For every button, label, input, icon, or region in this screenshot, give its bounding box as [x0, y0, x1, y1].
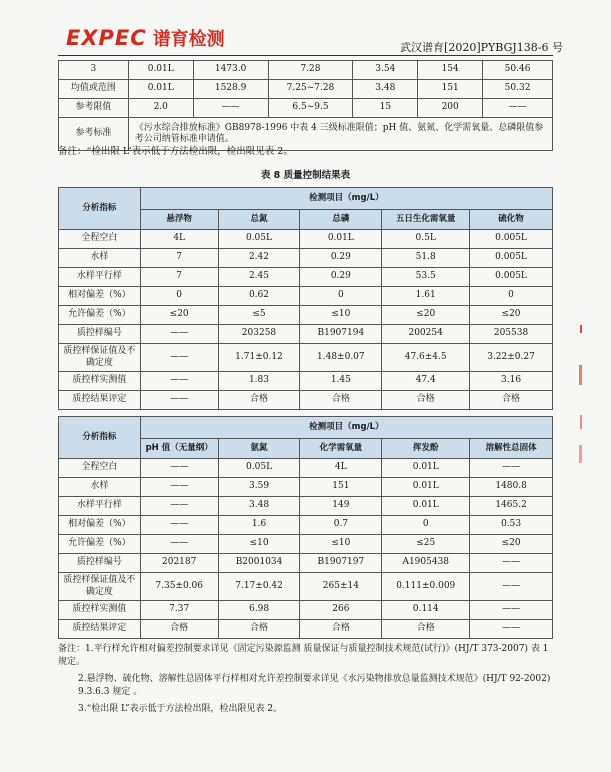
table-cell: ≤10: [300, 535, 382, 554]
table-cell: 0.7: [300, 516, 382, 535]
table-cell: 0.114: [382, 601, 470, 620]
table-cell: 1.6: [218, 516, 300, 535]
table-cell: 1.61: [382, 287, 470, 306]
reference-standard-text: 《污水综合排放标准》GB8978-1996 中表 4 三级标准限值；pH 值、氨氮、化学需氧量、总磷限值参考公司纳管标准申请值。: [128, 118, 552, 151]
table-cell: ——: [140, 372, 218, 391]
qc1-row: [59, 325, 553, 344]
table-cell: 0.005L: [470, 249, 553, 268]
table-cell: 合格: [218, 620, 300, 639]
table-cell: 50.32: [483, 80, 553, 99]
qc2-group-header: 检测项目（mg/L）: [140, 417, 552, 439]
row-label: 允许偏差（%）: [59, 535, 141, 554]
note-bottom-1: 备注：1.平行样允许相对偏差控制要求详见《固定污染源监测 质量保证与质量控制技术规范(试行)》(HJ/T 373-2007) 表 1 规定。: [58, 644, 549, 668]
qc2-row: [59, 459, 553, 478]
note-bottom-2: 2.悬浮物、硫化物、溶解性总固体平行样相对允许差控制要求详见《水污染物排放总量监测技术规范》(HJ/T 92-2002) 9.3.6.3 规定 。: [78, 674, 551, 698]
qc1-group-label: 分析指标: [59, 188, 141, 230]
table-cell: 0.29: [300, 249, 382, 268]
qc1-row: [59, 287, 553, 306]
qc1-row: [59, 344, 553, 372]
table-cell: ≤20: [140, 306, 218, 325]
table-cell: ≤10: [218, 535, 300, 554]
table-cell: 6.98: [218, 601, 300, 620]
table-cell: 4L: [300, 459, 382, 478]
table-cell: 0.005L: [470, 230, 553, 249]
table-cell: B2001034: [218, 554, 300, 573]
table-cell: 0.62: [218, 287, 300, 306]
qc1-column-header: 硫化物: [470, 210, 553, 230]
table-cell: A1905438: [382, 554, 470, 573]
table-cell: 15: [353, 99, 418, 118]
row-label: 质控样保证值及不确定度: [59, 573, 141, 601]
table-cell: 154: [418, 61, 483, 80]
table-cell: 0.005L: [470, 268, 553, 287]
table-cell: 3.59: [218, 478, 300, 497]
table-cell: 0.53: [470, 516, 553, 535]
table-cell: 51.8: [382, 249, 470, 268]
table-cell: 200254: [382, 325, 470, 344]
table-cell: 2.0: [128, 99, 193, 118]
top-table-row: [59, 61, 553, 80]
table-cell: 0: [382, 516, 470, 535]
qc2-group-label: 分析指标: [59, 417, 141, 459]
qc2-column-header: pH 值（无量纲）: [140, 439, 218, 459]
qc2-row: [59, 620, 553, 639]
qc2-column-header: 挥发酚: [382, 439, 470, 459]
qc-table-2: [58, 416, 553, 639]
table-cell: 合格: [470, 391, 553, 410]
table-cell: 151: [418, 80, 483, 99]
result-table-continued: [58, 60, 553, 151]
qc2-row: [59, 497, 553, 516]
table-cell: 1473.0: [193, 61, 268, 80]
table-cell: 1480.8: [470, 478, 553, 497]
row-label: 全程空白: [59, 459, 141, 478]
table-cell: 1.71±0.12: [218, 344, 300, 372]
table-cell: 合格: [218, 391, 300, 410]
table-cell: 0.29: [300, 268, 382, 287]
table-cell: 0: [470, 287, 553, 306]
table-cell: 参考限值: [59, 99, 129, 118]
row-label: 质控样编号: [59, 325, 141, 344]
qc2-row: [59, 535, 553, 554]
table-cell: ——: [140, 478, 218, 497]
header-divider: [58, 55, 553, 56]
qc1-row: [59, 249, 553, 268]
table-cell: 0.01L: [300, 230, 382, 249]
table-cell: 合格: [382, 391, 470, 410]
row-label: 水样平行样: [59, 497, 141, 516]
table-cell: 合格: [300, 620, 382, 639]
company-logo: [66, 25, 225, 51]
table-cell: ≤20: [470, 306, 553, 325]
qc1-column-header: 总氮: [218, 210, 300, 230]
qc1-row: [59, 268, 553, 287]
table-cell: ——: [470, 459, 553, 478]
row-label: 质控样实测值: [59, 601, 141, 620]
top-table-row: [59, 80, 553, 99]
table-cell: ——: [483, 99, 553, 118]
table-cell: 0.01L: [128, 80, 193, 99]
table-cell: 7.25~7.28: [268, 80, 353, 99]
table-cell: 0: [140, 287, 218, 306]
table-cell: 0.5L: [382, 230, 470, 249]
table-cell: 2.45: [218, 268, 300, 287]
table-cell: 合格: [300, 391, 382, 410]
row-label: 质控样保证值及不确定度: [59, 344, 141, 372]
table-cell: ≤5: [218, 306, 300, 325]
table-cell: 合格: [382, 620, 470, 639]
table-cell: ≤10: [300, 306, 382, 325]
qc1-column-header: 总磷: [300, 210, 382, 230]
logo-text-en: EXPEC: [66, 26, 147, 50]
table-cell: 3.16: [470, 372, 553, 391]
qc2-row: [59, 573, 553, 601]
qc2-row: [59, 478, 553, 497]
table-cell: ——: [470, 620, 553, 639]
table-cell: B1907194: [300, 325, 382, 344]
qc1-row: [59, 306, 553, 325]
qc-table-1: [58, 187, 553, 410]
table-cell: 3: [59, 61, 129, 80]
table8-title: 表 8 质量控制结果表: [260, 170, 351, 181]
table-cell: 均值或范围: [59, 80, 129, 99]
qc1-row: [59, 372, 553, 391]
table-cell: 7: [140, 249, 218, 268]
qc2-column-header: 氨氮: [218, 439, 300, 459]
notes-bottom: [58, 643, 553, 716]
table-cell: 1528.9: [193, 80, 268, 99]
table-cell: 0.05L: [218, 459, 300, 478]
table-cell: 53.5: [382, 268, 470, 287]
qc1-column-header: 五日生化需氧量: [382, 210, 470, 230]
table-cell: 0.05L: [218, 230, 300, 249]
table-cell: ——: [140, 325, 218, 344]
table-cell: 0.01L: [382, 478, 470, 497]
qc1-row: [59, 391, 553, 410]
top-table-row: [59, 99, 553, 118]
table-cell: ——: [193, 99, 268, 118]
row-label: 质控样编号: [59, 554, 141, 573]
document-number: 武汉谱育[2020]PYBGJ138-6 号: [400, 41, 563, 54]
reference-standard-label: 参考标准: [59, 118, 129, 151]
table-cell: 0.01L: [382, 497, 470, 516]
table-cell: 7.37: [140, 601, 218, 620]
row-label: 水样: [59, 249, 141, 268]
table-cell: ——: [140, 535, 218, 554]
table-cell: 3.48: [353, 80, 418, 99]
table-cell: ——: [140, 497, 218, 516]
seal-edge-mark: [577, 325, 585, 465]
row-label: 相对偏差（%）: [59, 287, 141, 306]
table-cell: 151: [300, 478, 382, 497]
table-cell: ≤25: [382, 535, 470, 554]
logo-text-cn: 谱育检测: [152, 29, 225, 50]
row-label: 质控结果评定: [59, 620, 141, 639]
row-label: 质控样实测值: [59, 372, 141, 391]
table-cell: 0: [300, 287, 382, 306]
row-label: 全程空白: [59, 230, 141, 249]
note-top: 备注：“检出限 L”表示低于方法检出限，检出限见表 2。: [58, 146, 293, 157]
table-cell: ——: [470, 601, 553, 620]
table-cell: ——: [470, 573, 553, 601]
table-cell: 0.111±0.009: [382, 573, 470, 601]
table-cell: 1.83: [218, 372, 300, 391]
qc1-group-header: 检测项目（mg/L）: [140, 188, 552, 210]
table-cell: 0.01L: [128, 61, 193, 80]
table-cell: ——: [140, 344, 218, 372]
qc2-row: [59, 601, 553, 620]
qc1-row: [59, 230, 553, 249]
table-cell: ——: [470, 554, 553, 573]
row-label: 允许偏差（%）: [59, 306, 141, 325]
table-cell: 7: [140, 268, 218, 287]
table-cell: 200: [418, 99, 483, 118]
table-cell: 3.48: [218, 497, 300, 516]
row-label: 相对偏差（%）: [59, 516, 141, 535]
table-cell: 0.01L: [382, 459, 470, 478]
row-label: 质控结果评定: [59, 391, 141, 410]
table-cell: 1465.2: [470, 497, 553, 516]
table-cell: 203258: [218, 325, 300, 344]
table-cell: 3.22±0.27: [470, 344, 553, 372]
table-cell: B1907197: [300, 554, 382, 573]
table-cell: ≤20: [470, 535, 553, 554]
table-cell: ≤20: [382, 306, 470, 325]
table-cell: ——: [140, 516, 218, 535]
table-cell: 1.45: [300, 372, 382, 391]
table-cell: 3.54: [353, 61, 418, 80]
table-cell: 149: [300, 497, 382, 516]
table-cell: 4L: [140, 230, 218, 249]
table-cell: 50.46: [483, 61, 553, 80]
table-cell: 265±14: [300, 573, 382, 601]
qc2-column-header: 化学需氧量: [300, 439, 382, 459]
row-label: 水样平行样: [59, 268, 141, 287]
note-bottom-3: 3.“检出限 L”表示低于方法检出限，检出限见表 2。: [78, 704, 283, 715]
qc2-column-header: 溶解性总固体: [470, 439, 553, 459]
table-cell: 202187: [140, 554, 218, 573]
table-cell: ——: [140, 459, 218, 478]
table-cell: 47.6±4.5: [382, 344, 470, 372]
table-cell: 7.35±0.06: [140, 573, 218, 601]
qc2-row: [59, 516, 553, 535]
table-cell: 47.4: [382, 372, 470, 391]
table-cell: 205538: [470, 325, 553, 344]
qc2-row: [59, 554, 553, 573]
table-cell: 7.17±0.42: [218, 573, 300, 601]
qc1-column-header: 悬浮物: [140, 210, 218, 230]
table-cell: 1.48±0.07: [300, 344, 382, 372]
table-cell: 合格: [140, 620, 218, 639]
table-cell: 2.42: [218, 249, 300, 268]
table-cell: ——: [140, 391, 218, 410]
table-cell: 266: [300, 601, 382, 620]
row-label: 水样: [59, 478, 141, 497]
table-cell: 7.28: [268, 61, 353, 80]
table-cell: 6.5~9.5: [268, 99, 353, 118]
